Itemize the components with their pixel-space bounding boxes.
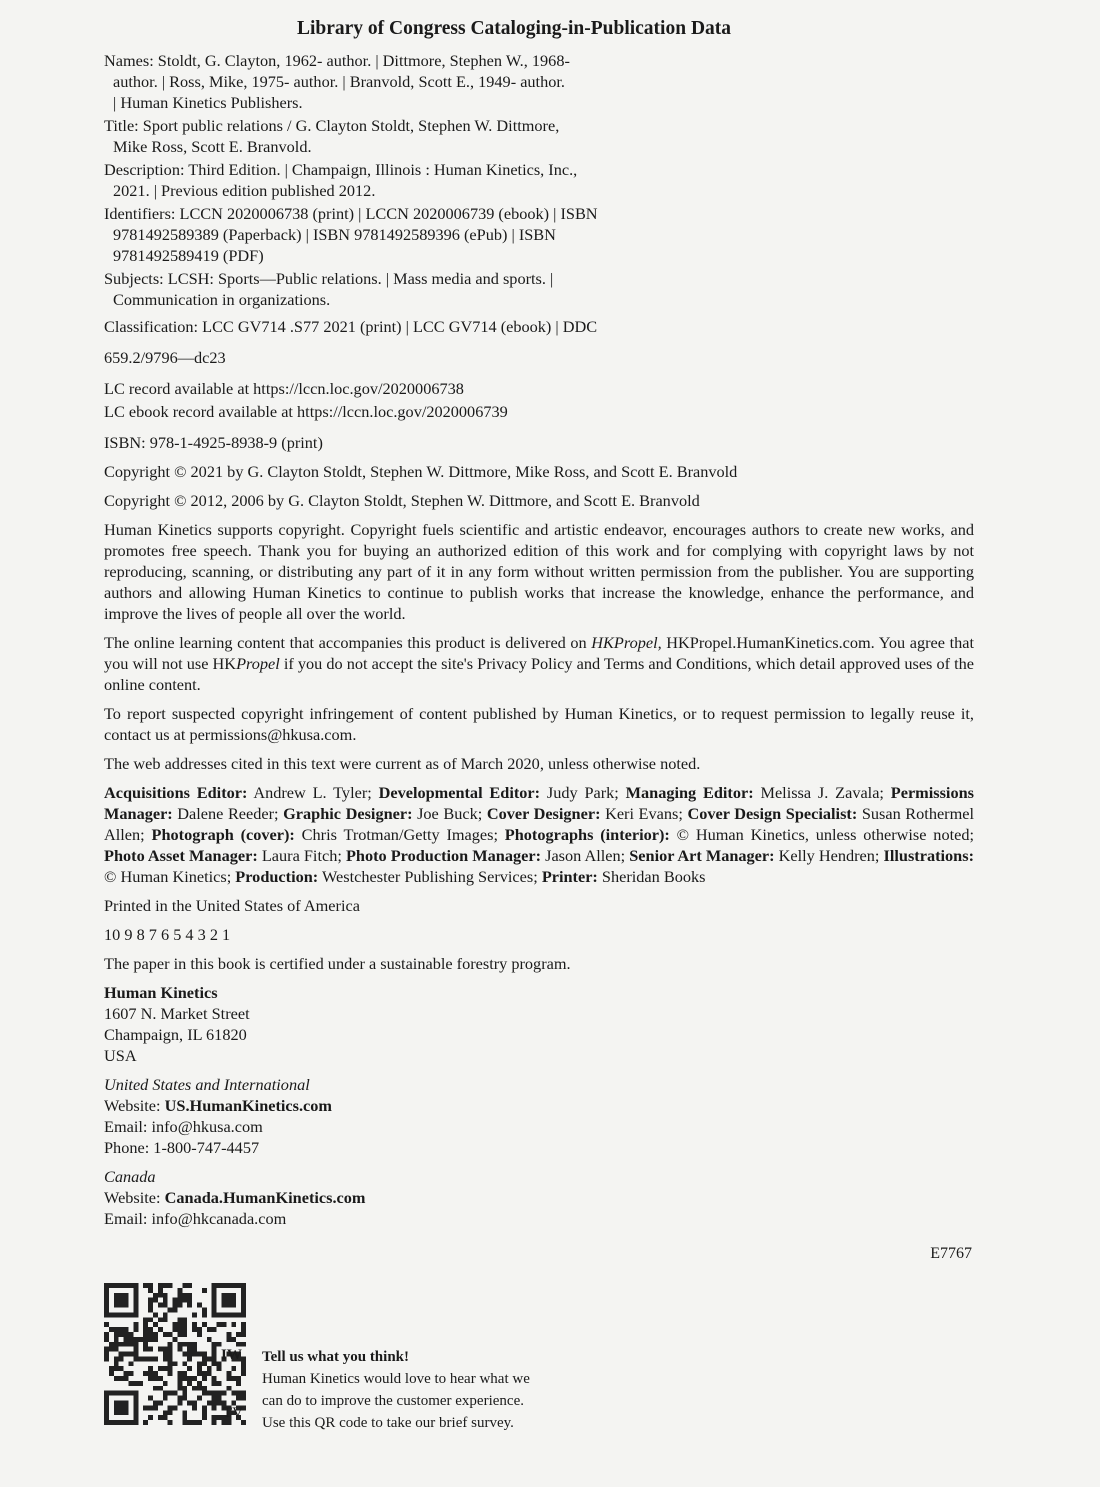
publisher-street: 1607 N. Market Street bbox=[104, 1004, 250, 1023]
web-addresses-note: The web addresses cited in this text were current as of March 2020, unless otherwise noted. bbox=[104, 754, 701, 773]
credit-name: Chris Trotman/Getty Images; bbox=[294, 825, 505, 844]
credit-role: Graphic Designer: bbox=[283, 804, 413, 823]
cip-description: Description: Third Edition. | Champaign, Illinois : Human Kinetics, Inc., 2021. | Previous edition published 2012. bbox=[104, 160, 578, 200]
cip-title: Library of Congress Cataloging-in-Publication Data bbox=[296, 18, 732, 39]
credit-role: Production: bbox=[235, 867, 319, 886]
us-contact bbox=[104, 1074, 974, 1158]
cip-title-line: Title: Sport public relations / G. Clayton Stoldt, Stephen W. Dittmore, Mike Ross, Scott E. Branvold. bbox=[104, 116, 560, 156]
credit-name: © Human Kinetics, unless otherwise noted; bbox=[669, 825, 974, 844]
credits-paragraph bbox=[104, 782, 974, 887]
credit-role: Cover Designer: bbox=[486, 804, 601, 823]
credit-name: Laura Fitch; bbox=[257, 846, 346, 865]
supports-copyright-paragraph: Human Kinetics supports copyright. Copyright fuels scientific and artistic endeavor, encourages authors to create new works, and promotes free speech. Thank you for buying an authorized edition of this work and for complying with copyright laws by not reproducing, scanning, or distributing any part of it in any form without written permission from the publisher. You are supporting authors and allowing Human Kinetics to continue to publish works that increase the knowledge, enhance the performance, and improve the lives of people all over the world. bbox=[104, 520, 974, 623]
survey-heading: Tell us what you think! bbox=[262, 1349, 409, 1365]
credit-name: Keri Evans; bbox=[600, 804, 688, 823]
cip-classification: Classification: LCC GV714 .S77 2021 (print) | LCC GV714 (ebook) | DDC bbox=[104, 317, 598, 336]
printed-in: Printed in the United States of America bbox=[104, 896, 360, 915]
us-heading: United States and International bbox=[104, 1075, 310, 1094]
printing-line: 10 9 8 7 6 5 4 3 2 1 bbox=[104, 925, 231, 944]
credit-name: Jason Allen; bbox=[541, 846, 630, 865]
credit-name: Dalene Reeder; bbox=[172, 804, 284, 823]
credit-name: Andrew L. Tyler; bbox=[247, 783, 379, 802]
canada-website-link[interactable]: Canada.HumanKinetics.com bbox=[164, 1188, 366, 1207]
publisher-name: Human Kinetics bbox=[104, 983, 218, 1002]
online-content-paragraph: The online learning content that accompanies this product is delivered on HKPropel, HKPropel.HumanKinetics.com. You agree that you will not use HKPropel if you do not accept the site's Privacy Policy and Terms and Conditions, which detail approved uses of the online content. bbox=[104, 633, 974, 694]
credit-role: Printer: bbox=[541, 867, 598, 886]
cip-identifiers: Identifiers: LCCN 2020006738 (print) | LCCN 2020006739 (ebook) | ISBN 9781492589389 (Paperback) | ISBN 9781492589396 (ePub) | ISBN 9781492589419 (PDF) bbox=[104, 204, 598, 265]
credit-role: Acquisitions Editor: bbox=[104, 783, 248, 802]
survey-line-1: Human Kinetics would love to hear what we bbox=[262, 1371, 530, 1387]
copyright-line-2: Copyright © 2012, 2006 by G. Clayton Stoldt, Stephen W. Dittmore, and Scott E. Branvold bbox=[104, 491, 700, 510]
us-website-link[interactable]: US.HumanKinetics.com bbox=[164, 1096, 332, 1115]
credit-role: Photo Production Manager: bbox=[345, 846, 542, 865]
publisher-address bbox=[104, 982, 974, 1066]
isbn: ISBN: 978-1-4925-8938-9 (print) bbox=[104, 433, 323, 452]
canada-heading: Canada bbox=[104, 1167, 156, 1186]
credit-name: Westchester Publishing Services; bbox=[318, 867, 542, 886]
cip-block bbox=[104, 50, 704, 422]
credit-name: Sheridan Books bbox=[597, 867, 706, 886]
credit-name: Melissa J. Zavala; bbox=[753, 783, 891, 802]
credit-role: Developmental Editor: bbox=[378, 783, 541, 802]
credit-role: Managing Editor: bbox=[625, 783, 754, 802]
publisher-country: USA bbox=[104, 1046, 137, 1065]
qr-side-marks bbox=[221, 1345, 243, 1423]
qr-tv-mark: TV bbox=[223, 1405, 243, 1421]
credit-role: Permissions Manager: bbox=[104, 783, 974, 823]
credit-name: Joe Buck; bbox=[412, 804, 487, 823]
survey-line-3: Use this QR code to take our brief survey. bbox=[262, 1415, 514, 1431]
cip-ddc: 659.2/9796—dc23 bbox=[104, 348, 226, 367]
canada-email: Email: info@hkcanada.com bbox=[104, 1209, 287, 1228]
qr-iw-mark: IW bbox=[221, 1347, 242, 1363]
cip-subjects: Subjects: LCSH: Sports—Public relations. | Mass media and sports. | Communication in organizations. bbox=[104, 269, 554, 309]
credit-role: Photographs (interior): bbox=[504, 825, 670, 844]
survey-prompt bbox=[262, 1346, 530, 1434]
credit-name: Judy Park; bbox=[540, 783, 626, 802]
credit-role: Senior Art Manager: bbox=[629, 846, 775, 865]
publisher-city: Champaign, IL 61820 bbox=[104, 1025, 247, 1044]
credit-name: Susan Rothermel Allen; bbox=[104, 804, 975, 844]
cip-names: Names: Stoldt, G. Clayton, 1962- author. | Dittmore, Stephen W., 1968- author. | Ross, Mike, 1975- author. | Branvold, Scott E., 1949- author. | Human Kinetics Publishers. bbox=[104, 51, 570, 112]
lc-record: LC record available at https://lccn.loc.gov/2020006738 bbox=[104, 379, 464, 398]
credit-role: Cover Design Specialist: bbox=[687, 804, 858, 823]
product-code: E7767 bbox=[930, 1245, 972, 1262]
credit-name: Kelly Hendren; bbox=[774, 846, 884, 865]
credit-role: Photograph (cover): bbox=[151, 825, 295, 844]
us-website: Website: US.HumanKinetics.com bbox=[104, 1096, 332, 1115]
credit-name: © Human Kinetics; bbox=[104, 867, 236, 886]
paper-note: The paper in this book is certified under a sustainable forestry program. bbox=[104, 954, 571, 973]
credit-role: Photo Asset Manager: bbox=[104, 846, 258, 865]
us-phone: Phone: 1-800-747-4457 bbox=[104, 1138, 260, 1157]
canada-website: Website: Canada.HumanKinetics.com bbox=[104, 1188, 366, 1207]
survey-line-2: can do to improve the customer experience. bbox=[262, 1393, 524, 1409]
canada-contact bbox=[104, 1166, 974, 1229]
us-email: Email: info@hkusa.com bbox=[104, 1117, 263, 1136]
report-infringement-paragraph: To report suspected copyright infringement of content published by Human Kinetics, or to request permission to legally reuse it, contact us at permissions@hkusa.com. bbox=[104, 704, 974, 744]
copyright-line-1: Copyright © 2021 by G. Clayton Stoldt, Stephen W. Dittmore, Mike Ross, and Scott E. Branvold bbox=[104, 462, 738, 481]
lc-ebook-record: LC ebook record available at https://lccn.loc.gov/2020006739 bbox=[104, 402, 508, 421]
copyright-page bbox=[104, 18, 974, 1237]
credit-role: Illustrations: bbox=[883, 846, 974, 865]
